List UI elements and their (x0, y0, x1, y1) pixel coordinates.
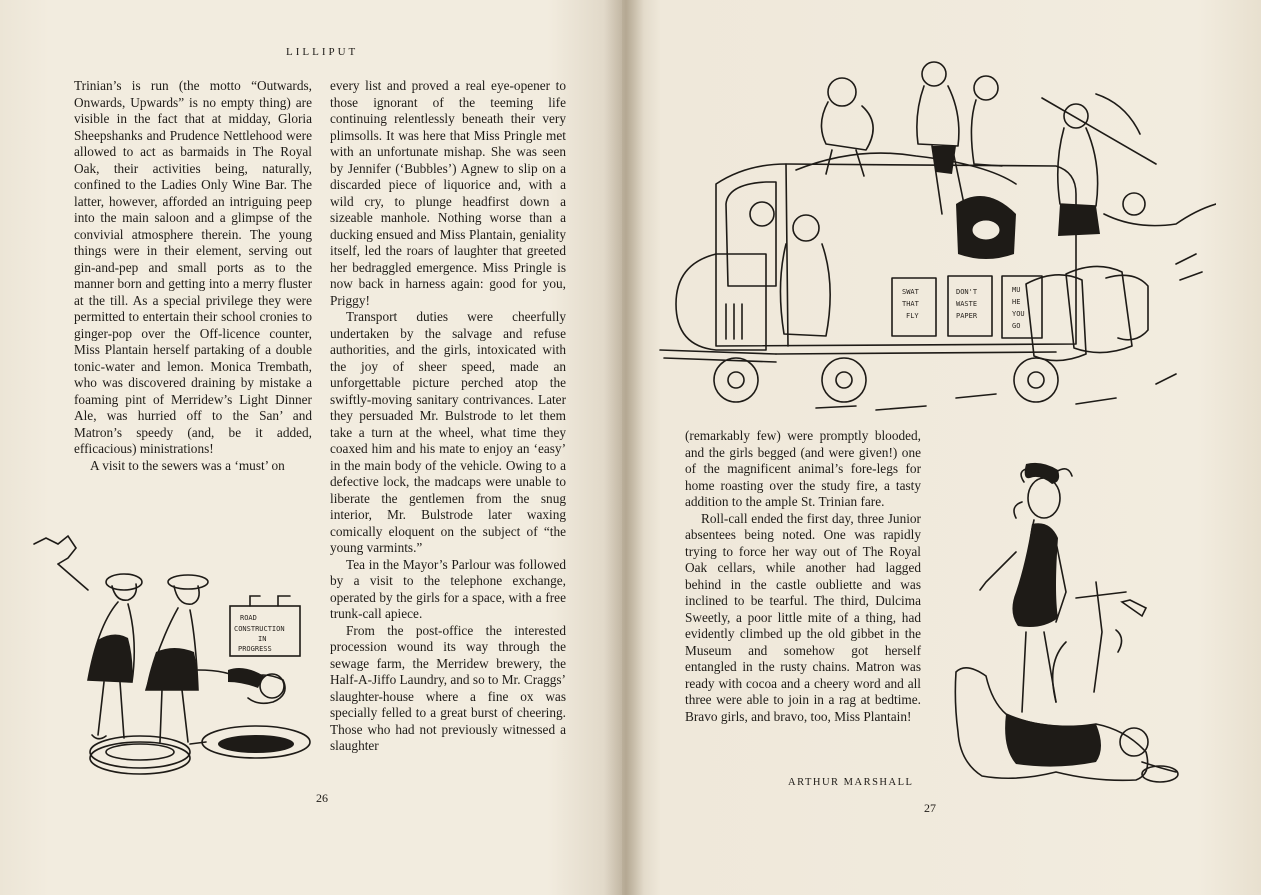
paragraph: Tea in the Mayor’s Parlour was followed by a visit to the telephone exchange, operated by the girls for a space, with a free trunk-call apiece. (330, 556, 566, 621)
left-column-2 (330, 78, 566, 755)
lorry-sign-text: DON'T (956, 288, 978, 296)
pump-girl-illustration (946, 462, 1182, 792)
lorry-sign-text: WASTE (956, 300, 978, 308)
paragraph: A visit to the sewers was a ‘must’ on (90, 457, 285, 473)
lorry-sign-text: MU (1012, 286, 1021, 294)
page-number-left: 26 (316, 791, 328, 805)
lorry-sign-text: SWAT (902, 288, 919, 296)
running-head: LILLIPUT (286, 46, 359, 58)
right-column (685, 428, 921, 725)
author-signature: ARTHUR MARSHALL (788, 777, 914, 788)
sign-text-line: CONSTRUCTION (234, 625, 285, 633)
lorry-sign-text: HE (1012, 298, 1021, 306)
paragraph: From the post-office the interested procession wound its way through the sewage farm, the Merridew brewery, the Half-A-Jiffo Laundry, and so to Mr. Craggs’ slaughter-house where a fine ox was specially felled to a great burst of cheering. Those who had not previously witnessed a slaughter (330, 622, 566, 753)
sign-text-line: IN (258, 635, 267, 643)
lorry-sign-text: FLY (906, 312, 919, 320)
lorry-sign-text: GO (1012, 322, 1021, 330)
manhole-girls-illustration (28, 530, 320, 790)
paragraph: Transport duties were cheerfully undertaken by the salvage and refuse authorities, and the girls, intoxicated with the joy of sheer speed, made an unforgettable picture perched atop the swiftly-moving sanitary contrivances. Later they persuaded Mr. Bulstrode to let them take a turn at the wheel, what time they coaxed him and his mate to enjoy an ‘easy’ in the main body of the vehicle. Owing to a defective lock, the madcaps were unable to liberate the gentlemen from the snug interior, Mr. Bulstrode later waxing comically eloquent on the subject of “the young varmints.” (330, 309, 566, 555)
sign-text-line: ROAD (240, 614, 257, 622)
paragraph: Roll-call ended the first day, three Junior absentees being noted. One was rapidly trying to force her way out of The Royal Oak cellars, while another had lagged behind in the castle oubliette and was inclined to be tearful. The third, Dulcima Sweetly, a poor little mite of a thing, had evidently climbed up the old gibbet in the Museum and somehow got herself entangled in the rusty chains. Matron was ready with cocoa and a cheery word and all three were able to join in a rag at bedtime. Bravo girls, and bravo, too, Miss Plantain! (685, 510, 921, 724)
right-page (622, 0, 1261, 895)
lorry-sign-text: YOU (1012, 310, 1025, 318)
paragraph: Trinian’s is run (the motto “Outwards, Onwards, Upwards” is no empty thing) are visible in the fact that at midday, Gloria Sheepshanks and Prudence Nettlehood were allowed to act as barmaids in The Royal Oak, their activities being, naturally, confined to the Ladies Only Wine Bar. The latter, however, afforded an intriguing peep into the main saloon and a glimpse of the convivial atmosphere therein. The young things were in their element, serving out gin-and-pep and small ports as to the manner born and getting into a merry fluster at the till. As a special privilege they were permitted to entertain their school cronies to ginger-pop over the Off-licence counter, Miss Plantain herself partaking of a double tonic-water and lemon. Monica Trembath, who was discovered draining by mistake a foaming pint of Merridew’s Light Dinner Ale, was hurried off to the San’ and Matron’s speedy (and, be it added, efficacious) ministrations! (74, 78, 312, 456)
left-page (0, 0, 622, 895)
paragraph: (remarkably few) were promptly blooded, and the girls begged (and were given!) one of the magnificent animal’s fore-legs for home roasting over the study fire, a tasty addition to the ample St. Trinian fare. (685, 428, 921, 509)
lorry-sign-text: THAT (902, 300, 919, 308)
lorry-sign-text: PAPER (956, 312, 978, 320)
paragraph: every list and proved a real eye-opener to those ignorant of the teeming life continuing relentlessly beneath their very plimsolls. It was here that Miss Pringle met with an unfortunate mishap. She was seen by Jennifer (‘Bubbles’) Agnew to slip on a discarded piece of liquorice and, with a wild cry, to plunge headfirst down a sizeable manhole. Nothing worse than a ducking ensued and Miss Plantain, geniality itself, led the roars of laughter that greeted her bedraggled emergence. Miss Pringle is now back in harness again: good for you, Priggy! (330, 78, 566, 308)
refuse-lorry-illustration (656, 54, 1216, 420)
sign-text-line: PROGRESS (238, 645, 272, 653)
left-column-1 (74, 78, 312, 474)
page-number-right: 27 (924, 801, 936, 815)
book-gutter (604, 0, 644, 895)
